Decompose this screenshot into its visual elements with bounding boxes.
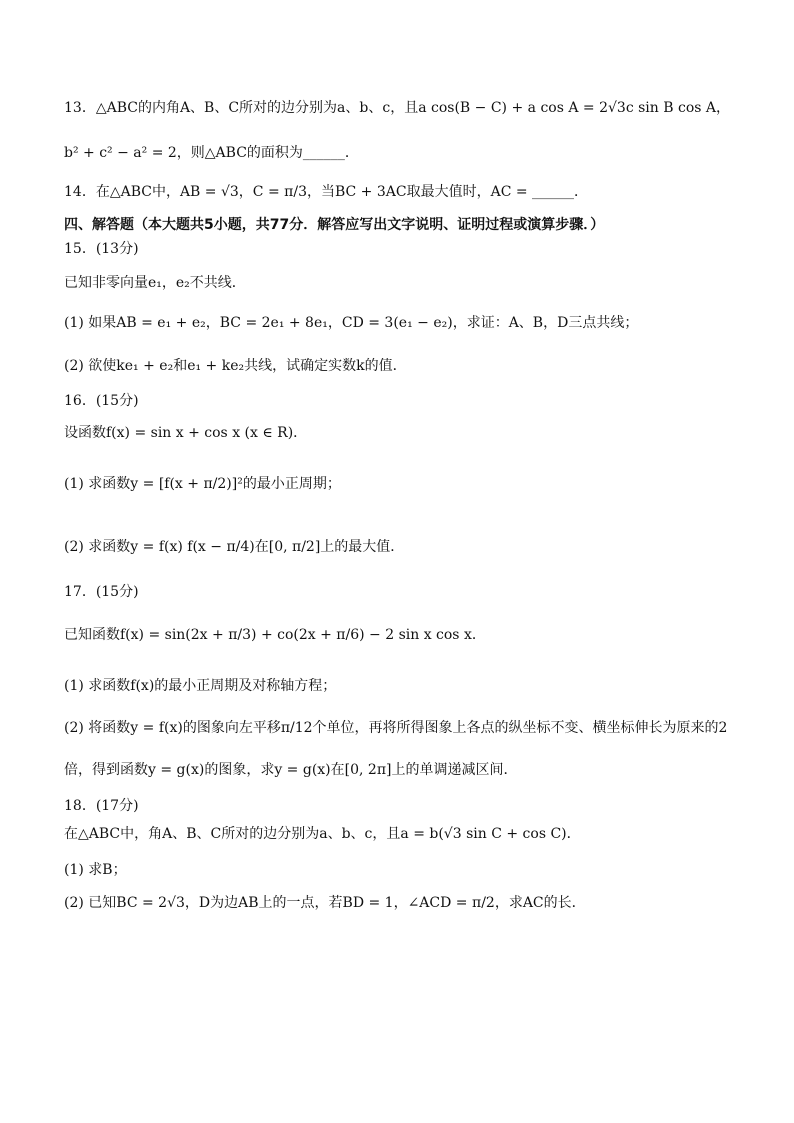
q16-title: 16．(15分) [64,393,139,409]
q17-part1: (1) 求函数f(x)的最小正周期及对称轴方程； [64,678,337,694]
q16-part1: (1) 求函数y = [f(x + π/2)]²的最小正周期； [64,476,341,492]
q18-part1: (1) 求B； [64,862,127,878]
q18-stem: 在△ABC中，角A、B、C所对的边分别为a、b、c，且a = b(√3 sin C + cos C)． [64,826,581,842]
q15-stem: 已知非零向量e₁，e₂不共线． [64,275,246,291]
q15-part2: (2) 欲使ke₁ + e₂和e₁ + ke₂共线，试确定实数k的值． [64,358,407,374]
q15-part1: (1) 如果AB = e₁ + e₂，BC = 2e₁ + 8e₁，CD = 3(e₁ − e₂)，求证：A、B，D三点共线； [64,315,639,331]
section-header: 四、解答题（本大题共5小题，共77分．解答应写出文字说明、证明过程或演算步骤．） [64,217,605,233]
q13-line2: b² + c² − a² = 2，则△ABC的面积为______． [64,145,359,161]
q18-part2: (2) 已知BC = 2√3，D为边AB上的一点，若BD = 1，∠ACD = π/2，求AC的长． [64,895,586,911]
q13-line1: 13．△ABC的内角A、B、C所对的边分别为a、b、c，且a cos(B − C) + a cos A = 2√3c sin B cos A， [64,100,730,116]
q17-part2-line1: (2) 将函数y = f(x)的图象向左平移π/12个单位，再将所得图象上各点的纵坐标不变、横坐标伸长为原来的2 [64,720,728,736]
q17-stem: 已知函数f(x) = sin(2x + π/3) + co(2x + π/6) − 2 sin x cos x． [64,627,486,643]
q17-title: 17．(15分) [64,584,139,600]
q14: 14．在△ABC中，AB = √3，C = π/3，当BC + 3AC取最大值时，AC = ______． [64,184,589,200]
q15-title: 15．(13分) [64,241,139,257]
q16-part2: (2) 求函数y = f(x) f(x − π/4)在[0, π/2]上的最大值． [64,539,405,555]
q16-stem: 设函数f(x) = sin x + cos x (x ∈ R)． [64,425,308,441]
q17-part2-line2: 倍，得到函数y = g(x)的图象，求y = g(x)在[0, 2π]上的单调递减区间． [64,762,518,778]
q18-title: 18．(17分) [64,798,139,814]
